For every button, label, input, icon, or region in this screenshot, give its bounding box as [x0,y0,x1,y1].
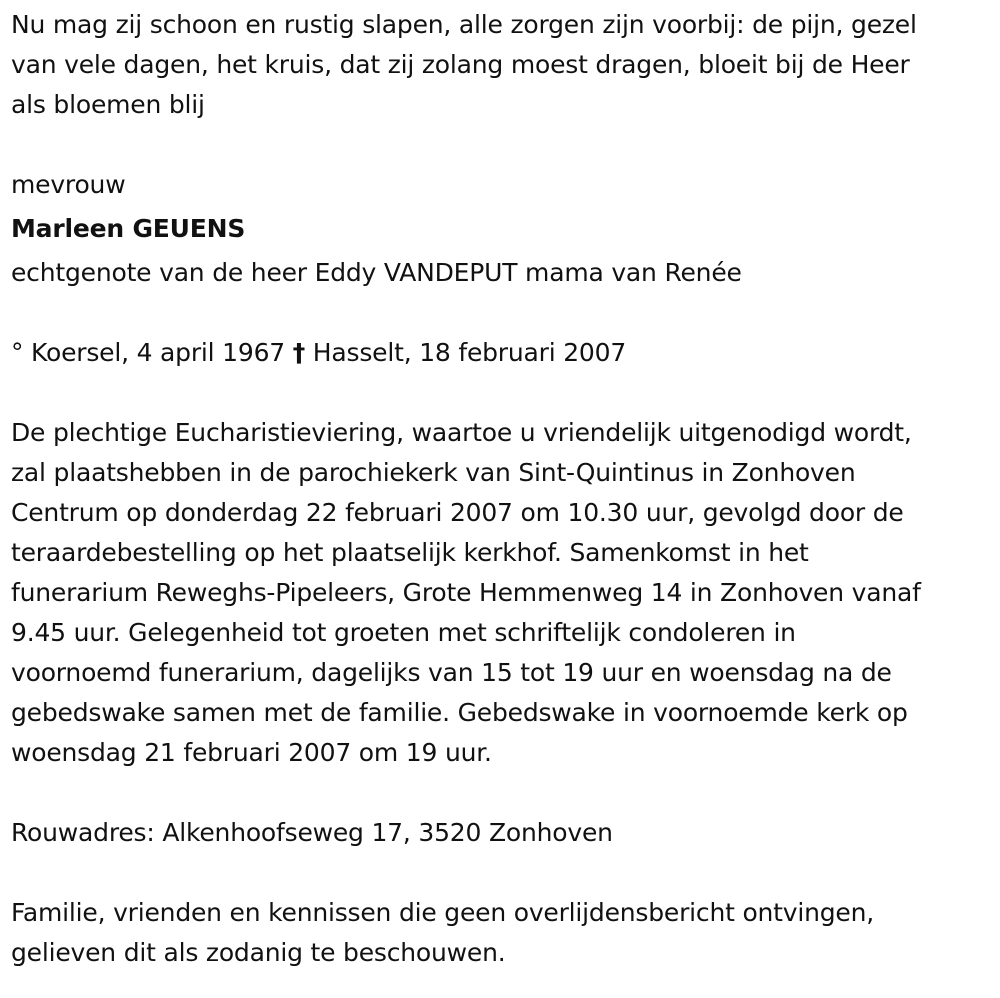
birth-date: ° Koersel, 4 april 1967 [11,338,285,367]
spacer [11,773,993,813]
motto-text [11,5,993,125]
spacer [11,293,993,333]
ceremony-line: teraardebestelling op het plaatselijk kerkhof. Samenkomst in het [11,538,809,567]
closing-text [11,893,993,973]
ceremony-line: De plechtige Eucharistieviering, waartoe u vriendelijk uitgenodigd wordt, [11,418,912,447]
ceremony-line: gebedswake samen met de familie. Gebedswake in voornoemde kerk op [11,698,908,727]
ceremony-line: 9.45 uur. Gelegenheid tot groeten met schriftelijk condoleren in [11,618,796,647]
closing-line: Familie, vrienden en kennissen die geen overlijdensbericht ontvingen, [11,898,875,927]
ceremony-text [11,413,993,773]
ceremony-line: woensdag 21 februari 2007 om 19 uur. [11,738,492,767]
spacer [11,125,993,165]
spacer [11,373,993,413]
ceremony-line: voornoemd funerarium, dagelijks van 15 tot 19 uur en woensdag na de [11,658,892,687]
cross-icon: † [292,338,306,367]
life-dates [11,333,993,373]
spacer [11,853,993,893]
deceased-name: Marleen GEUENS [11,214,246,243]
motto-line: Nu mag zij schoon en rustig slapen, alle zorgen zijn voorbij: de pijn, gezel [11,10,917,39]
closing-line: gelieven dit als zodanig te beschouwen. [11,938,506,967]
ceremony-line: Centrum op donderdag 22 februari 2007 om 10.30 uur, gevolgd door de [11,498,904,527]
deceased-relation: echtgenote van de heer Eddy VANDEPUT mama van Renée [11,258,742,287]
motto-line: van vele dagen, het kruis, dat zij zolang moest dragen, bloeit bij de Heer [11,50,910,79]
motto-line: als bloemen blij [11,90,205,119]
ceremony-line: funerarium Reweghs-Pipeleers, Grote Hemmenweg 14 in Zonhoven vanaf [11,578,921,607]
death-date: Hasselt, 18 februari 2007 [312,338,627,367]
mourning-address: Rouwadres: Alkenhoofseweg 17, 3520 Zonhoven [11,818,613,847]
deceased-title: mevrouw [11,170,126,199]
ceremony-line: zal plaatshebben in de parochiekerk van Sint-Quintinus in Zonhoven [11,458,856,487]
obituary-notice [11,5,993,973]
